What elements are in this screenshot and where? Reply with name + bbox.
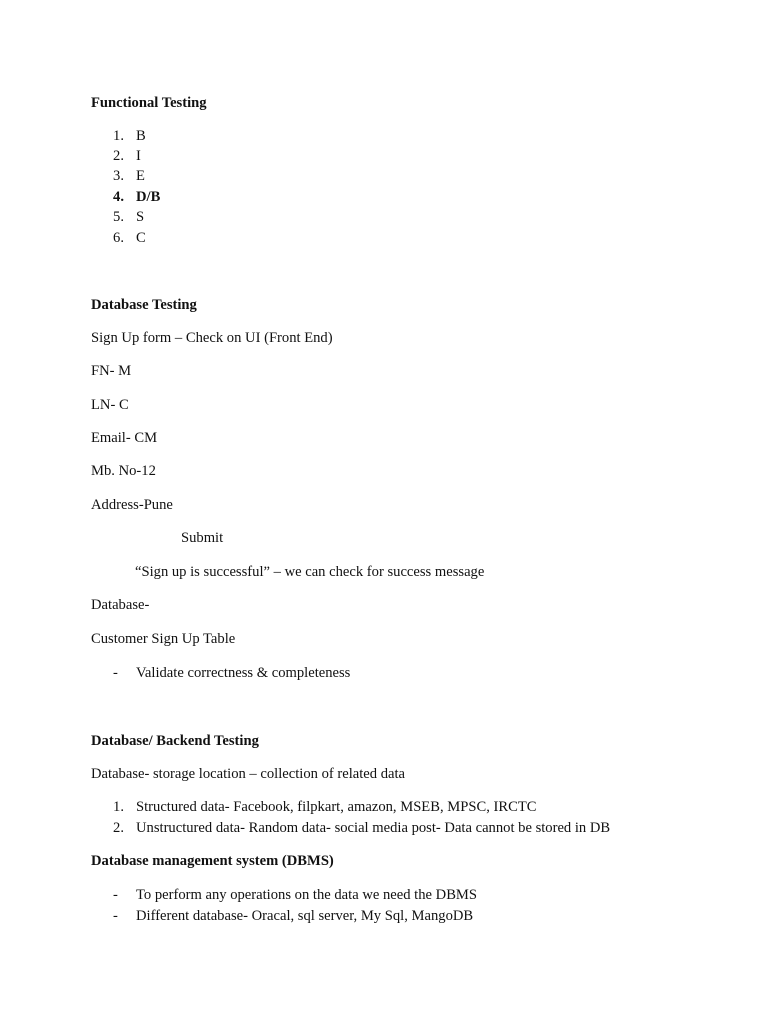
signup-form-line: Sign Up form – Check on UI (Front End) xyxy=(91,330,333,346)
functional-testing-heading: Functional Testing xyxy=(91,95,207,111)
list-number: 3. xyxy=(113,168,124,184)
list-text: B xyxy=(136,128,146,144)
list-number: 2. xyxy=(113,148,124,164)
backend-testing-heading: Database/ Backend Testing xyxy=(91,733,259,749)
field-line: Email- CM xyxy=(91,430,158,446)
database-definition-line: Database- storage location – collection of related data xyxy=(91,766,406,782)
success-message-line: “Sign up is successful” – we can check for success message xyxy=(135,564,485,580)
database-line: Database- xyxy=(91,597,150,613)
list-text: To perform any operations on the data we need the DBMS xyxy=(136,887,478,903)
list-text: C xyxy=(136,230,146,246)
bullet-dash: - xyxy=(113,908,118,924)
list-number: 6. xyxy=(113,230,124,246)
field-line: FN- M xyxy=(91,363,132,379)
field-line: Mb. No-12 xyxy=(91,463,156,479)
list-text: Structured data- Facebook, filpkart, amazon, MSEB, MPSC, IRCTC xyxy=(136,799,537,815)
dbms-heading: Database management system (DBMS) xyxy=(91,853,334,869)
list-number: 4. xyxy=(113,189,124,205)
list-text: E xyxy=(136,168,145,184)
list-number: 1. xyxy=(113,799,124,815)
list-text: D/B xyxy=(136,189,161,205)
field-line: Address-Pune xyxy=(91,497,173,513)
bullet-dash: - xyxy=(113,887,118,903)
list-text: Unstructured data- Random data- social media post- Data cannot be stored in DB xyxy=(136,820,611,836)
customer-table-line: Customer Sign Up Table xyxy=(91,631,236,647)
field-line: LN- C xyxy=(91,397,129,413)
list-text: Validate correctness & completeness xyxy=(136,665,351,681)
list-number: 1. xyxy=(113,128,124,144)
submit-text: Submit xyxy=(181,530,224,546)
list-number: 5. xyxy=(113,209,124,225)
list-text: Different database- Oracal, sql server, My Sql, MangoDB xyxy=(136,908,474,924)
bullet-dash: - xyxy=(113,665,118,681)
database-testing-heading: Database Testing xyxy=(91,297,197,313)
list-text: S xyxy=(136,209,145,225)
list-text: I xyxy=(136,148,141,164)
list-number: 2. xyxy=(113,820,124,836)
